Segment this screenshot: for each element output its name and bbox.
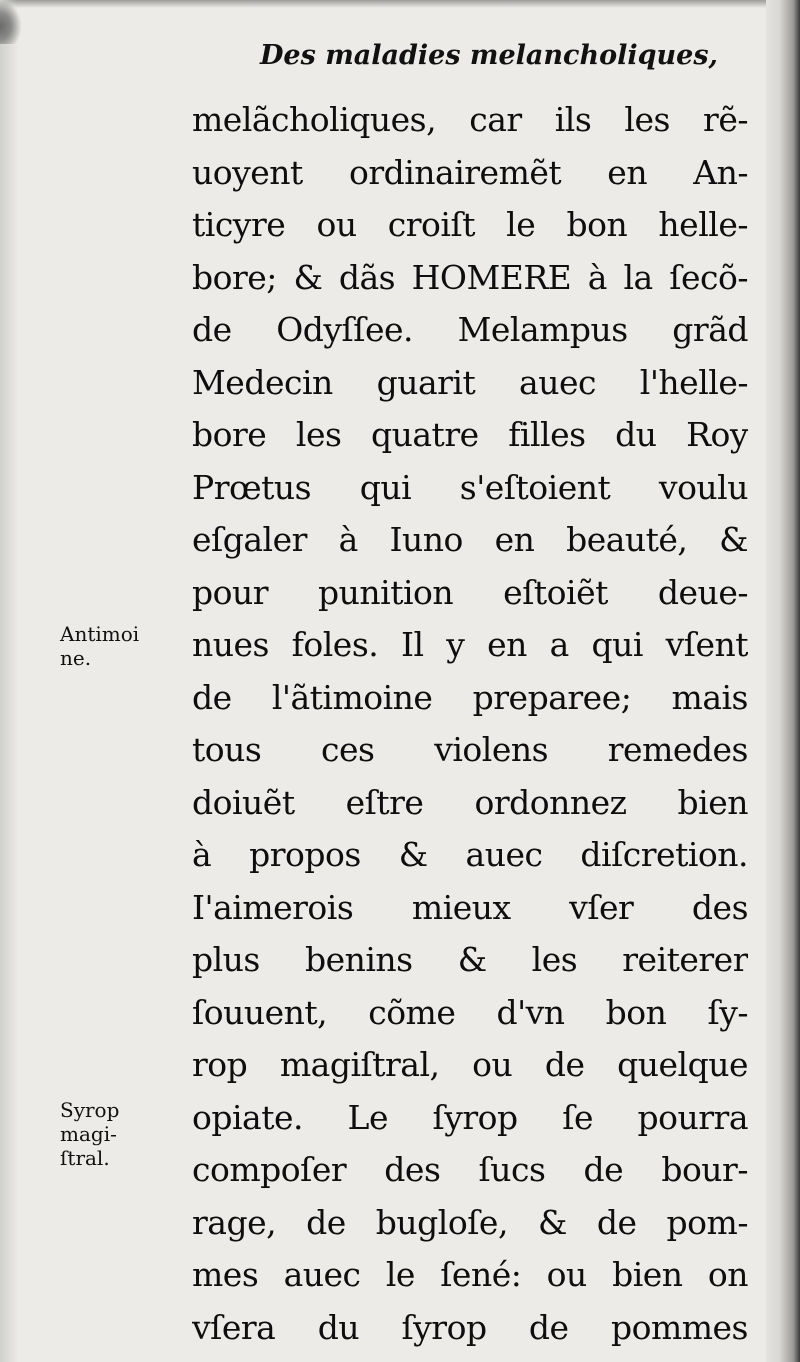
text-line: ticyre ou croiſt le bon helle- — [192, 205, 748, 244]
text-line: Prœtus qui s'eſtoient voulu — [192, 467, 748, 507]
text-line: eſgaler à Iuno en beauté, & — [192, 520, 748, 559]
running-head: Des maladies melancholiques, — [260, 40, 718, 71]
margin-note-line: Syrop — [60, 1098, 120, 1122]
text-line: opiate. Le ſyrop ſe pourra — [192, 1097, 748, 1137]
text-line: de Odyſſee. Melampus grãd — [192, 310, 748, 349]
text-line: bore les quatre filles du Roy — [192, 415, 748, 454]
text-line: plus benins & les reiterer — [192, 940, 748, 979]
text-line: compoſer des ſucs de bour- — [192, 1150, 748, 1189]
margin-note-syrop-magistral — [60, 1098, 119, 1170]
page-top-edge — [0, 0, 800, 8]
margin-note-line: magi- — [60, 1122, 117, 1146]
margin-note-line: ne. — [60, 646, 92, 670]
text-line: nues foles. Il y en a qui vſent — [192, 625, 748, 664]
main-text-block — [192, 94, 748, 1354]
page-left-shadow — [0, 0, 18, 1362]
text-line: mes auec le ſené: ou bien on — [192, 1255, 748, 1294]
text-line: de l'ãtimoine preparee; mais — [192, 677, 748, 717]
margin-note-antimoine — [60, 622, 139, 670]
text-line: tous ces violens remedes — [192, 730, 748, 769]
text-line: I'aimerois mieux vſer des — [192, 887, 748, 927]
text-line: uoyent ordinairemẽt en An- — [192, 152, 748, 192]
page-right-edge — [766, 0, 800, 1362]
text-line: rop magiſtral, ou de quelque — [192, 1045, 748, 1084]
text-line: pour punition eſtoiẽt deue- — [192, 572, 748, 612]
text-line: melãcholiques, car ils les rẽ- — [192, 100, 748, 139]
margin-note-line: ſtral. — [60, 1146, 110, 1170]
text-line: vſera du ſyrop de pommes — [192, 1307, 748, 1347]
text-line: rage, de bugloſe, & de pom- — [192, 1202, 748, 1242]
text-line: doiuẽt eſtre ordonnez bien — [192, 782, 748, 822]
text-line: Medecin guarit auec l'helle- — [192, 362, 748, 402]
text-line: à propos & auec diſcretion. — [192, 835, 748, 874]
text-line: ſouuent, cõme d'vn bon ſy- — [192, 992, 748, 1032]
text-line: bore; & dãs HOMERE à la ſecõ- — [192, 257, 748, 297]
page-corner-mark — [0, 0, 22, 44]
margin-note-line: Antimoi — [60, 622, 140, 646]
